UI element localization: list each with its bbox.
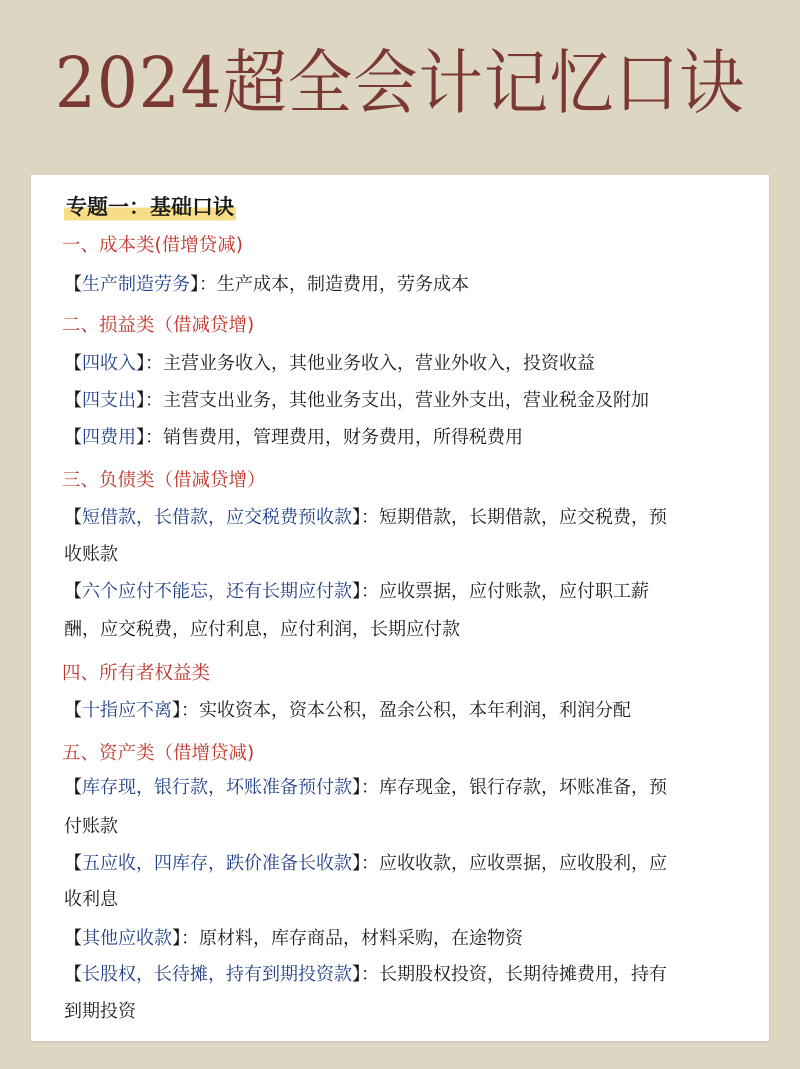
bracket-close: 】	[352, 581, 361, 602]
bracket-open: 【	[64, 928, 82, 949]
entry-row	[64, 387, 800, 415]
entry-row	[64, 424, 800, 452]
content-card	[31, 175, 769, 1041]
entry-row	[64, 697, 800, 725]
entry-continuation: 酬，应交税费，应付利息，应付利润，长期应付款	[64, 619, 460, 640]
entry-content: ：主营业务收入，其他业务收入，营业外收入，投资收益	[145, 353, 595, 374]
entry-row	[64, 925, 800, 953]
entry-row	[64, 350, 800, 378]
entry-content: ：生产成本，制造费用，劳务成本	[199, 274, 469, 295]
entry-row	[64, 271, 800, 299]
bracket-close: 】	[172, 700, 181, 721]
entry-content: ：应收收款，应收票据，应收股利，应	[361, 853, 667, 874]
entry-content: ：主营支出业务，其他业务支出，营业外支出，营业税金及附加	[145, 390, 649, 411]
entry-keyword: 库存现，银行款，坏账准备预付款	[82, 777, 352, 798]
entry-content: ：实收资本，资本公积，盈余公积，本年利润，利润分配	[181, 700, 631, 721]
bracket-close: 】	[352, 777, 361, 798]
entry-continuation: 到期投资	[64, 1001, 136, 1022]
bracket-open: 【	[64, 427, 82, 448]
entry-keyword: 短借款，长借款，应交税费预收款	[82, 507, 352, 528]
page-title: 2024超全会计记忆口诀	[54, 42, 746, 124]
entry-content: ：原材料，库存商品，材料采购，在途物资	[181, 928, 523, 949]
topic-title: 专题一：基础口诀	[64, 191, 236, 223]
entry-row	[64, 850, 800, 878]
entry-row	[64, 774, 800, 802]
bracket-close: 】	[136, 353, 145, 374]
entry-keyword: 长股权，长待摊，持有到期投资款	[82, 964, 352, 985]
bracket-close: 】	[190, 274, 199, 295]
bracket-open: 【	[64, 507, 82, 528]
entry-keyword: 其他应收款	[82, 928, 172, 949]
section-heading-assets: 五、资产类（借增贷减)	[62, 743, 255, 764]
entry-keyword: 六个应付不能忘，还有长期应付款	[82, 581, 352, 602]
entry-content: ：库存现金，银行存款，坏账准备，预	[361, 777, 667, 798]
entry-keyword: 生产制造劳务	[82, 274, 190, 295]
entry-content: ：短期借款，长期借款，应交税费，预	[361, 507, 667, 528]
bracket-open: 【	[64, 581, 82, 602]
bracket-close: 】	[352, 853, 361, 874]
bracket-open: 【	[64, 964, 82, 985]
bracket-open: 【	[64, 853, 82, 874]
entry-keyword: 四费用	[82, 427, 136, 448]
bracket-close: 】	[172, 928, 181, 949]
entry-keyword: 十指应不离	[82, 700, 172, 721]
entry-row	[64, 504, 800, 532]
entry-keyword: 四收入	[82, 353, 136, 374]
entry-continuation: 付账款	[64, 816, 118, 837]
entry-content: ：长期股权投资，长期待摊费用，持有	[361, 964, 667, 985]
bracket-close: 】	[352, 964, 361, 985]
bracket-close: 】	[352, 507, 361, 528]
entry-content: ：销售费用，管理费用，财务费用，所得税费用	[145, 427, 523, 448]
entry-continuation: 收账款	[64, 544, 118, 565]
entry-keyword: 四支出	[82, 390, 136, 411]
bracket-open: 【	[64, 700, 82, 721]
entry-row	[64, 961, 800, 989]
section-heading-cost: 一、成本类(借增贷减)	[62, 235, 243, 256]
bracket-open: 【	[64, 390, 82, 411]
bracket-close: 】	[136, 390, 145, 411]
bracket-open: 【	[64, 274, 82, 295]
section-heading-profit-loss: 二、损益类（借减贷增)	[62, 315, 255, 336]
bracket-open: 【	[64, 777, 82, 798]
entry-continuation: 收利息	[64, 889, 118, 910]
bracket-close: 】	[136, 427, 145, 448]
bracket-open: 【	[64, 353, 82, 374]
entry-keyword: 五应收，四库存，跌价准备长收款	[82, 853, 352, 874]
section-heading-equity: 四、所有者权益类	[62, 663, 211, 684]
entry-content: ：应收票据，应付账款，应付职工薪	[361, 581, 649, 602]
section-heading-liabilities: 三、负债类（借减贷增）	[62, 470, 266, 491]
entry-row	[64, 578, 800, 606]
